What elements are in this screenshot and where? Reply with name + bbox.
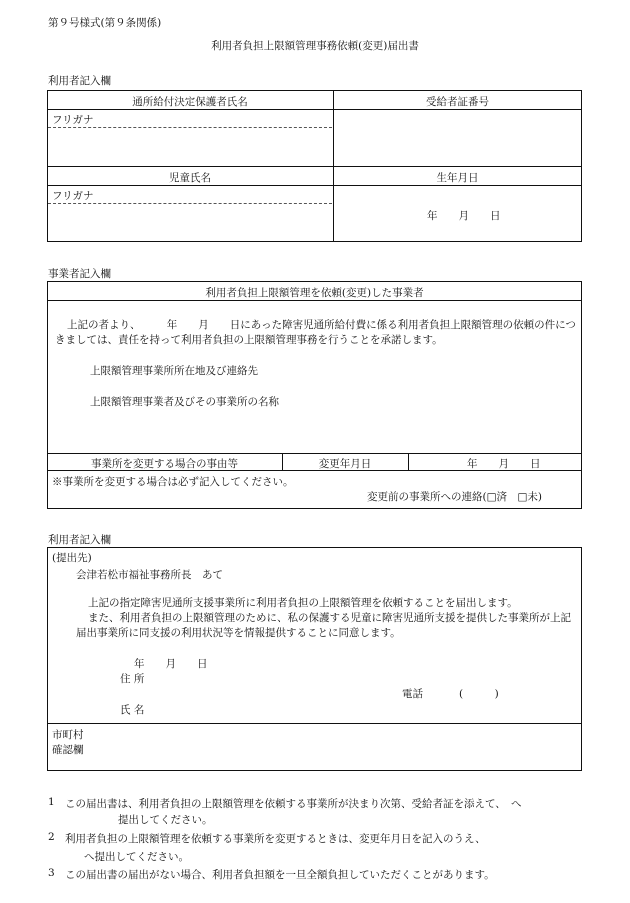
change-reason-label: 事業所を変更する場合の事由等 <box>91 458 238 470</box>
phone-label: 電話 <box>402 688 423 700</box>
previous-provider-contact: 変更前の事業所への連絡(□済 □未) <box>367 491 543 503</box>
address-label: 住 所 <box>120 673 145 685</box>
section2-heading: 事業者記入欄 <box>48 268 111 280</box>
birthdate-field[interactable]: 年 月 日 <box>427 210 501 222</box>
divider <box>47 453 582 454</box>
note-number: 2 <box>48 831 55 843</box>
addressee: 会津若松市福祉事務所長 あて <box>76 569 223 581</box>
divider <box>47 166 582 167</box>
note-text: この届出書は、利用者負担の上限額管理を依頼する事業所が決まり次第、受給者証を添えて、 へ <box>65 798 522 810</box>
form-number: 第９号様式(第９条関係) <box>48 17 162 29</box>
furigana-label: フリガナ <box>52 114 94 126</box>
divider <box>47 300 582 301</box>
applicant-name-label: 氏 名 <box>120 704 145 716</box>
furigana-label: フリガナ <box>52 190 94 202</box>
declaration-text-2: また、利用者負担の上限額管理のために、私の保護する児童に障害児通所支援を提供した事業所が上記届出事業所に同支援の利用状況等を情報提供することに同意します。 <box>76 612 571 639</box>
child-name-field[interactable] <box>48 204 332 241</box>
submit-to-label: (提出先) <box>52 552 92 564</box>
change-date-field[interactable]: 年 月 日 <box>467 458 541 470</box>
page-title: 利用者負担上限額管理事務依頼(変更)届出書 <box>211 40 419 52</box>
note-text: 利用者負担の上限額管理を依頼する事業所を変更するときは、変更年月日を記入のうえ、 <box>65 833 486 845</box>
change-note: ※事業所を変更する場合は必ず記入してください。 <box>52 476 294 488</box>
recipient-number-field[interactable] <box>334 110 581 165</box>
provider-name-label: 上限額管理事業者及びその事業所の名称 <box>90 396 279 408</box>
note-text-cont: 提出してください。 <box>118 814 213 826</box>
phone-field[interactable]: ( ) <box>459 688 499 700</box>
divider <box>47 723 582 724</box>
section3-heading: 利用者記入欄 <box>48 534 111 546</box>
provider-box-title: 利用者負担上限額管理を依頼(変更)した事業者 <box>205 287 424 299</box>
submission-date[interactable]: 年 月 日 <box>134 658 208 670</box>
change-date-label: 変更年月日 <box>318 458 372 470</box>
child-name-label: 児童氏名 <box>169 172 211 184</box>
guardian-name-label: 通所給付決定保護者氏名 <box>132 96 248 108</box>
birthdate-label: 生年月日 <box>436 172 479 184</box>
declaration-text-1: 上記の指定障害児通所支援事業所に利用者負担の上限額管理を依頼することを届出します。 <box>88 597 518 609</box>
consent-text: 上記の者より、 年 月 日にあった障害児通所給付費に係る利用者負担上限額管理の依頼の件につきましては、責任を持って利用者負担の上限額管理事務を行うことを承諾します。 <box>55 319 576 346</box>
note-number: 3 <box>48 867 55 879</box>
guardian-name-field[interactable] <box>48 128 332 165</box>
divider <box>408 453 409 470</box>
confirmation-label: 確認欄 <box>52 744 84 756</box>
note-number: 1 <box>48 796 55 808</box>
provider-address-label: 上限額管理事業所所在地及び連絡先 <box>90 365 258 377</box>
note-text: この届出書の届出がない場合、利用者負担額を一旦全額負担していただくことがあります。 <box>65 869 495 881</box>
divider <box>47 185 582 186</box>
municipality-label: 市町村 <box>52 729 84 741</box>
note-text-cont: へ提出してください。 <box>84 851 189 863</box>
section1-heading: 利用者記入欄 <box>48 75 111 87</box>
recipient-number-label: 受給者証番号 <box>426 96 489 108</box>
